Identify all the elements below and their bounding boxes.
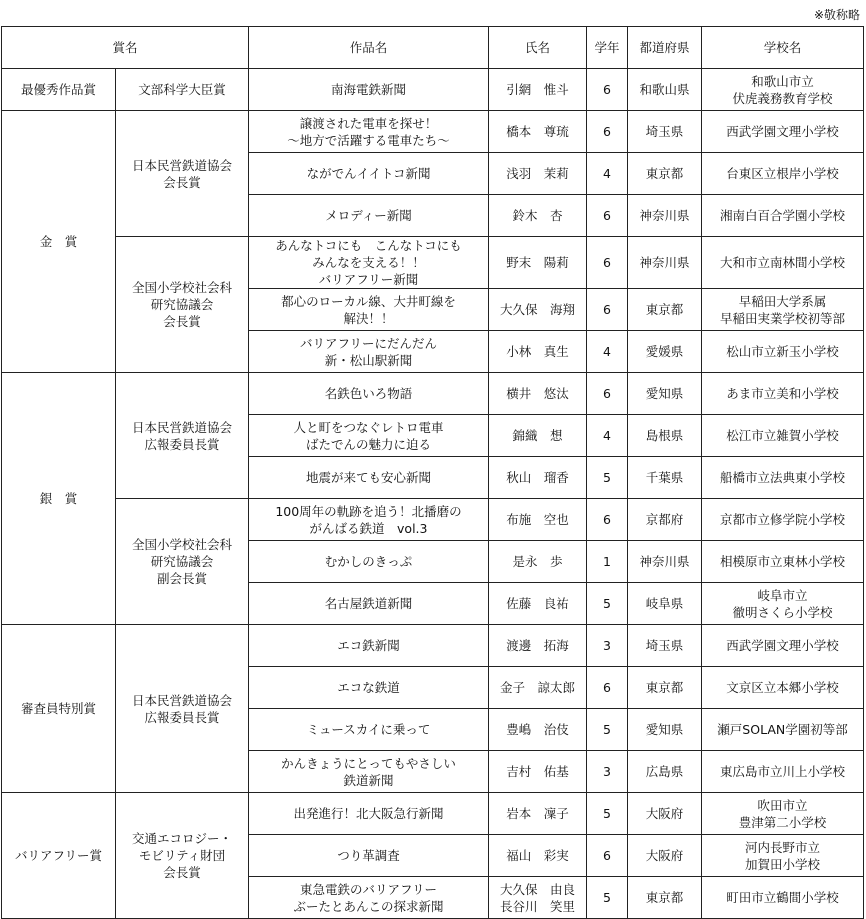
work-title-cell: ミュースカイに乗って <box>249 709 489 751</box>
prefecture-cell: 愛媛県 <box>628 331 702 373</box>
work-title-cell: エコ鉄新聞 <box>249 625 489 667</box>
work-title-cell: 南海電鉄新聞 <box>249 69 489 111</box>
sub-award-cell: 全国小学校社会科 研究協議会 会長賞 <box>116 237 249 373</box>
school-cell: 吹田市立 豊津第二小学校 <box>702 793 864 835</box>
student-name-cell: 渡邊 拓海 <box>489 625 587 667</box>
school-cell: 大和市立南林間小学校 <box>702 237 864 289</box>
sub-award-cell: 交通エコロジー・ モビリティ財団 会長賞 <box>116 793 249 919</box>
prefecture-cell: 愛知県 <box>628 373 702 415</box>
school-cell: 河内長野市立 加賀田小学校 <box>702 835 864 877</box>
table-row <box>2 69 864 111</box>
award-name-cell: 金 賞 <box>2 111 116 373</box>
work-title-cell: メロディー新聞 <box>249 195 489 237</box>
student-name-cell: 岩本 凜子 <box>489 793 587 835</box>
work-title-cell: 出発進行！北大阪急行新聞 <box>249 793 489 835</box>
prefecture-cell: 東京都 <box>628 289 702 331</box>
grade-cell: 5 <box>587 793 628 835</box>
grade-cell: 6 <box>587 69 628 111</box>
table-row <box>2 373 864 415</box>
student-name-cell: 大久保 海翔 <box>489 289 587 331</box>
school-cell: 早稲田大学系属 早稲田実業学校初等部 <box>702 289 864 331</box>
student-name-cell: 秋山 瑠香 <box>489 457 587 499</box>
student-name-cell: 野末 陽莉 <box>489 237 587 289</box>
student-name-cell: 引網 惟斗 <box>489 69 587 111</box>
sub-award-cell: 文部科学大臣賞 <box>116 69 249 111</box>
grade-cell: 6 <box>587 667 628 709</box>
school-cell: 文京区立本郷小学校 <box>702 667 864 709</box>
work-title-cell: つり革調査 <box>249 835 489 877</box>
school-cell: 瀬戸SOLAN学園初等部 <box>702 709 864 751</box>
grade-cell: 6 <box>587 289 628 331</box>
grade-cell: 5 <box>587 877 628 919</box>
award-name-cell: 銀 賞 <box>2 373 116 625</box>
prefecture-cell: 和歌山県 <box>628 69 702 111</box>
grade-cell: 5 <box>587 709 628 751</box>
school-cell: 町田市立鶴間小学校 <box>702 877 864 919</box>
school-cell: 台東区立根岸小学校 <box>702 153 864 195</box>
grade-cell: 5 <box>587 583 628 625</box>
prefecture-cell: 愛知県 <box>628 709 702 751</box>
award-name-cell: バリアフリー賞 <box>2 793 116 919</box>
student-name-cell: 浅羽 茉莉 <box>489 153 587 195</box>
school-cell: 京都市立修学院小学校 <box>702 499 864 541</box>
school-cell: 西武学園文理小学校 <box>702 625 864 667</box>
student-name-cell: 鈴木 杏 <box>489 195 587 237</box>
prefecture-cell: 広島県 <box>628 751 702 793</box>
student-name-cell: 金子 諒太郎 <box>489 667 587 709</box>
work-title-cell: 名古屋鉄道新聞 <box>249 583 489 625</box>
student-name-cell: 大久保 由良 長谷川 笑里 <box>489 877 587 919</box>
school-cell: 岐阜市立 徹明さくら小学校 <box>702 583 864 625</box>
header-prefecture: 都道府県 <box>628 27 702 69</box>
table-row <box>2 237 864 289</box>
prefecture-cell: 東京都 <box>628 877 702 919</box>
award-name-cell: 最優秀作品賞 <box>2 69 116 111</box>
work-title-cell: かんきょうにとってもやさしい 鉄道新聞 <box>249 751 489 793</box>
prefecture-cell: 千葉県 <box>628 457 702 499</box>
grade-cell: 5 <box>587 457 628 499</box>
work-title-cell: 100周年の軌跡を追う！北播磨の がんばる鉄道 vol.3 <box>249 499 489 541</box>
header-title: 作品名 <box>249 27 489 69</box>
prefecture-cell: 東京都 <box>628 153 702 195</box>
work-title-cell: 都心のローカル線、大井町線を 解決！！ <box>249 289 489 331</box>
student-name-cell: 福山 彩実 <box>489 835 587 877</box>
grade-cell: 6 <box>587 499 628 541</box>
table-row <box>2 111 864 153</box>
grade-cell: 6 <box>587 835 628 877</box>
honorifics-note: ※敬称略 <box>813 8 860 22</box>
sub-award-cell: 全国小学校社会科 研究協議会 副会長賞 <box>116 499 249 625</box>
student-name-cell: 横井 悠汰 <box>489 373 587 415</box>
prefecture-cell: 島根県 <box>628 415 702 457</box>
school-cell: 松江市立雑賀小学校 <box>702 415 864 457</box>
work-title-cell: バリアフリーにだんだん 新・松山駅新聞 <box>249 331 489 373</box>
student-name-cell: 布施 空也 <box>489 499 587 541</box>
work-title-cell: ながでんイイトコ新聞 <box>249 153 489 195</box>
prefecture-cell: 神奈川県 <box>628 541 702 583</box>
grade-cell: 6 <box>587 373 628 415</box>
student-name-cell: 是永 歩 <box>489 541 587 583</box>
work-title-cell: あんなトコにも こんなトコにも みんなを支える！！ バリアフリー新聞 <box>249 237 489 289</box>
prefecture-cell: 埼玉県 <box>628 625 702 667</box>
school-cell: 東広島市立川上小学校 <box>702 751 864 793</box>
work-title-cell: 名鉄色いろ物語 <box>249 373 489 415</box>
prefecture-cell: 京都府 <box>628 499 702 541</box>
grade-cell: 3 <box>587 751 628 793</box>
header-award: 賞名 <box>2 27 249 69</box>
work-title-cell: 譲渡された電車を探せ！ ～地方で活躍する電車たち～ <box>249 111 489 153</box>
header-row <box>2 27 864 69</box>
school-cell: 船橋市立法典東小学校 <box>702 457 864 499</box>
header-school: 学校名 <box>702 27 864 69</box>
prefecture-cell: 東京都 <box>628 667 702 709</box>
grade-cell: 4 <box>587 331 628 373</box>
header-name: 氏名 <box>489 27 587 69</box>
school-cell: あま市立美和小学校 <box>702 373 864 415</box>
awards-body <box>2 69 864 919</box>
student-name-cell: 佐藤 良祐 <box>489 583 587 625</box>
student-name-cell: 錦織 想 <box>489 415 587 457</box>
sub-award-cell: 日本民営鉄道協会 会長賞 <box>116 111 249 237</box>
work-title-cell: 人と町をつなぐレトロ電車 ばたでんの魅力に迫る <box>249 415 489 457</box>
school-cell: 相模原市立東林小学校 <box>702 541 864 583</box>
grade-cell: 4 <box>587 415 628 457</box>
prefecture-cell: 大阪府 <box>628 835 702 877</box>
work-title-cell: むかしのきっぷ <box>249 541 489 583</box>
school-cell: 湘南白百合学園小学校 <box>702 195 864 237</box>
grade-cell: 3 <box>587 625 628 667</box>
school-cell: 和歌山市立 伏虎義務教育学校 <box>702 69 864 111</box>
student-name-cell: 豊嶋 治伎 <box>489 709 587 751</box>
prefecture-cell: 岐阜県 <box>628 583 702 625</box>
sub-award-cell: 日本民営鉄道協会 広報委員長賞 <box>116 373 249 499</box>
school-cell: 松山市立新玉小学校 <box>702 331 864 373</box>
work-title-cell: 東急電鉄のバリアフリー ぶーたとあんこの探求新聞 <box>249 877 489 919</box>
header-grade: 学年 <box>587 27 628 69</box>
table-row <box>2 625 864 667</box>
grade-cell: 6 <box>587 237 628 289</box>
prefecture-cell: 大阪府 <box>628 793 702 835</box>
student-name-cell: 橋本 尊琉 <box>489 111 587 153</box>
work-title-cell: エコな鉄道 <box>249 667 489 709</box>
grade-cell: 1 <box>587 541 628 583</box>
prefecture-cell: 神奈川県 <box>628 237 702 289</box>
student-name-cell: 吉村 佑基 <box>489 751 587 793</box>
grade-cell: 6 <box>587 111 628 153</box>
student-name-cell: 小林 真生 <box>489 331 587 373</box>
awards-table <box>1 26 864 919</box>
prefecture-cell: 埼玉県 <box>628 111 702 153</box>
table-row <box>2 499 864 541</box>
prefecture-cell: 神奈川県 <box>628 195 702 237</box>
grade-cell: 4 <box>587 153 628 195</box>
award-name-cell: 審査員特別賞 <box>2 625 116 793</box>
grade-cell: 6 <box>587 195 628 237</box>
work-title-cell: 地震が来ても安心新聞 <box>249 457 489 499</box>
school-cell: 西武学園文理小学校 <box>702 111 864 153</box>
sub-award-cell: 日本民営鉄道協会 広報委員長賞 <box>116 625 249 793</box>
table-row <box>2 793 864 835</box>
